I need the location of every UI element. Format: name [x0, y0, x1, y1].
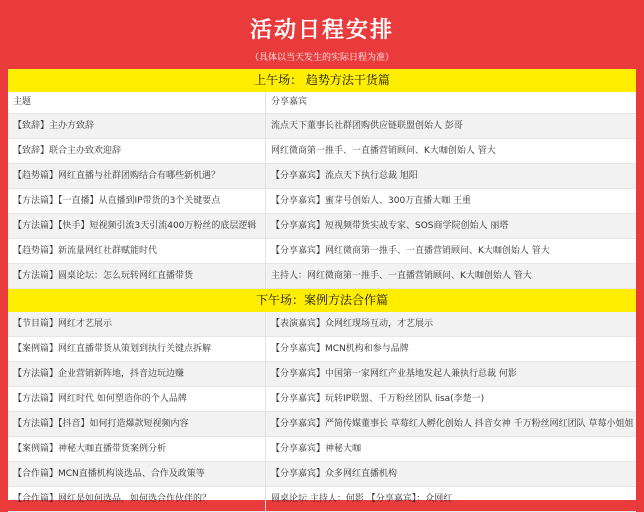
table-row [8, 114, 636, 139]
table-row [8, 239, 636, 264]
afternoon-section-header: 下午场：案例方法合作篇 [8, 289, 636, 312]
speaker-cell: 【分享嘉宾】神秘大咖 [271, 444, 362, 454]
topic-cell: 【方法篇】【快手】短视频引流3天引流400万粉丝的底层逻辑 [8, 214, 266, 238]
speaker-cell: 流点天下董事长社群团购供应链联盟创始人 彭哥 [271, 121, 463, 131]
table-row [8, 387, 636, 412]
speaker-cell: 网红微商第一推手、一直播营销顾问、K大咖创始人 管大 [271, 146, 496, 156]
topic-cell: 【节目篇】网红才艺展示 [8, 312, 266, 336]
topic-cell: 【合作篇】MCN直播机构谈选品、合作及政策等 [8, 462, 266, 486]
topic-cell: 【致辞】联合主办致欢迎辞 [8, 139, 266, 163]
table-row [8, 437, 636, 462]
speaker-cell: 【分享嘉宾】中国第一家网红产业基地发起人兼执行总裁 何影 [271, 369, 517, 379]
table-row [8, 462, 636, 487]
table-row [8, 312, 636, 337]
afternoon-rows [8, 312, 636, 512]
table-row [8, 214, 636, 239]
speaker-cell: 【分享嘉宾】网红微商第一推手、一直播营销顾问、K大咖创始人 管大 [271, 246, 550, 256]
topic-cell: 【方法篇】网红时代 如何塑造你的个人品牌 [8, 387, 266, 411]
topic-cell: 【趋势篇】新流量网红社群赋能时代 [8, 239, 266, 263]
speaker-cell: 【分享嘉宾】众多网红直播机构 [271, 469, 398, 479]
speaker-cell: 【分享嘉宾】短视频带货实战专家、SOS商学院创始人 丽塔 [271, 221, 509, 231]
speaker-cell: 【分享嘉宾】MCN机构和参与品牌 [271, 344, 409, 354]
table-row [8, 487, 636, 512]
speaker-cell: 【分享嘉宾】蜜芽号创始人、300万直播大咖 王重 [271, 196, 472, 206]
column-header-speaker: 分享嘉宾 [271, 97, 308, 107]
topic-cell: 【方法篇】【抖音】如何打造爆款短视频内容 [8, 412, 266, 436]
speaker-cell: 圆桌论坛 主持人：何影 【分享嘉宾】：众网红 [271, 494, 453, 504]
table-row [8, 139, 636, 164]
speaker-cell: 【分享嘉宾】流点天下执行总裁 旭阳 [271, 171, 418, 181]
table-row [8, 164, 636, 189]
page-title: 活动日程安排 [249, 18, 394, 43]
table-row [8, 362, 636, 387]
speaker-cell: 主持人：网红微商第一推手、一直播营销顾问、K大咖创始人 管大 [271, 271, 532, 281]
morning-section-header: 上午场： 趋势方法干货篇 [8, 69, 636, 92]
table-row [8, 189, 636, 214]
table-row [8, 264, 636, 289]
topic-cell: 【案例篇】网红直播带货从策划到执行关键点拆解 [8, 337, 266, 361]
morning-rows [8, 114, 636, 289]
speaker-cell: 【表演嘉宾】众网红现场互动，才艺展示 [271, 319, 434, 329]
topic-cell: 【案例篇】神秘大咖直播带货案例分析 [8, 437, 266, 461]
topic-cell: 【方法篇】企业营销新阵地，抖音边玩边赚 [8, 362, 266, 386]
speaker-cell: 【分享嘉宾】玩转IP联盟、千万粉丝团队 lisa(李楚一) [271, 394, 485, 404]
table-header-row [8, 92, 636, 114]
topic-cell: 【趋势篇】网红直播与社群团购结合有哪些新机遇？ [8, 164, 266, 188]
topic-cell: 【致辞】主办方致辞 [8, 114, 266, 138]
topic-cell: 【合作篇】网红是如何选品，如何选合作伙伴的？ [8, 487, 266, 511]
column-header-topic: 主题 [8, 92, 266, 113]
page-subtitle: （具体以当天发生的实际日程为准） [249, 53, 394, 63]
table-row [8, 337, 636, 362]
schedule-table [8, 69, 636, 504]
table-row [8, 412, 636, 437]
topic-cell: 【方法篇】【一直播】从直播到IP带货的3个关键要点 [8, 189, 266, 213]
topic-cell: 【方法篇】圆桌论坛：怎么玩转网红直播带货 [8, 264, 266, 288]
speaker-cell: 【分享嘉宾】严简传媒董事长 草莓红人孵化创始人 抖音女神 千万粉丝网红团队 草莓小姐姐 [271, 419, 634, 429]
